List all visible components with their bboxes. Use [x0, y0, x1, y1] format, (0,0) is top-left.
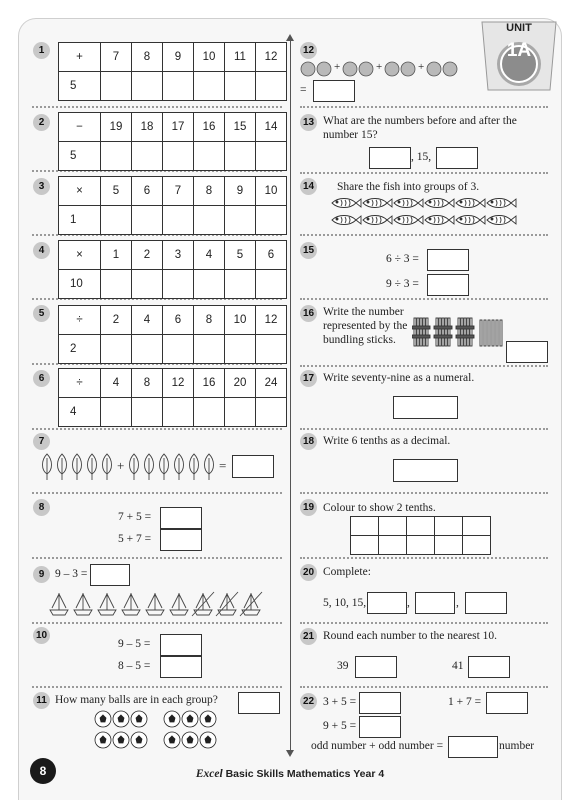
answer-cell[interactable]: [194, 335, 225, 364]
q22-tail: number: [499, 740, 535, 752]
answer-cell[interactable]: [194, 206, 225, 235]
plus-sign: +: [117, 458, 125, 473]
question-number: 13: [300, 114, 317, 131]
boat-row-icon: [48, 590, 268, 618]
answer-cell[interactable]: [194, 398, 225, 427]
answer-cell[interactable]: [256, 142, 287, 171]
q22-answer-box-2[interactable]: [486, 692, 528, 714]
q20-answer-box-2[interactable]: [415, 592, 455, 614]
q4-header: 3: [163, 241, 194, 270]
q22-equation-4: odd number + odd number =: [311, 740, 444, 752]
answer-cell[interactable]: [256, 398, 287, 427]
equals-sign: =: [219, 458, 227, 473]
q1-row-value: 5: [59, 72, 101, 101]
answer-cell[interactable]: [132, 398, 163, 427]
question-number: 8: [33, 499, 50, 516]
q22-equation-3: 9 + 5 =: [323, 720, 357, 732]
q21-answer-box-a[interactable]: [355, 656, 397, 678]
footer-title: [0, 768, 580, 780]
question-number: 12: [300, 42, 317, 59]
tree-group-6-icon: [127, 450, 217, 482]
q21-number-b: 41: [452, 660, 464, 672]
q21-answer-box-b[interactable]: [468, 656, 510, 678]
q22-answer-box-4[interactable]: [448, 736, 498, 758]
question-number: 16: [300, 305, 317, 322]
tenths-colour-grid: [350, 516, 491, 555]
q1-header: 7: [101, 43, 132, 72]
q16-answer-box[interactable]: [506, 341, 548, 363]
q13-answer-box-before[interactable]: [369, 147, 411, 169]
q5-operator: ÷: [59, 306, 101, 335]
answer-cell[interactable]: [132, 206, 163, 235]
answer-cell[interactable]: [194, 270, 225, 299]
question-number: 17: [300, 370, 317, 387]
answer-cell[interactable]: [101, 72, 132, 101]
q1-header: 11: [225, 43, 256, 72]
q19-question: Colour to show 2 tenths.: [323, 502, 436, 514]
q13-middle-number: , 15,: [411, 151, 432, 163]
answer-cell[interactable]: [132, 270, 163, 299]
answer-cell[interactable]: [256, 335, 287, 364]
bundling-sticks-icon: [412, 316, 504, 348]
question-number: 22: [300, 693, 317, 710]
colour-cell[interactable]: [463, 517, 491, 536]
q15-equation-2: 9 ÷ 3 =: [386, 278, 419, 290]
answer-cell[interactable]: [132, 142, 163, 171]
answer-cell[interactable]: [225, 72, 256, 101]
footer-brand: Excel: [195, 768, 223, 780]
q16-line-3: bundling sticks.: [323, 334, 396, 346]
q2-header: 14: [256, 113, 287, 142]
separator: [32, 557, 282, 559]
divider-arrow-down: [286, 750, 294, 757]
soccer-balls-icon: [94, 710, 224, 752]
answer-cell[interactable]: [101, 335, 132, 364]
answer-cell[interactable]: [256, 206, 287, 235]
q2-row-value: 5: [59, 142, 101, 171]
q5-header: 6: [163, 306, 194, 335]
separator: [300, 298, 548, 300]
q20-answer-box-3[interactable]: [465, 592, 507, 614]
answer-cell[interactable]: [132, 335, 163, 364]
answer-cell[interactable]: [101, 142, 132, 171]
answer-cell[interactable]: [225, 206, 256, 235]
question-number: 18: [300, 433, 317, 450]
q8-answer-box-2[interactable]: [160, 529, 202, 551]
q6-header: 20: [225, 369, 256, 398]
answer-cell[interactable]: [163, 206, 194, 235]
q10-equation-1: 9 – 5 =: [118, 638, 151, 650]
comma: ,: [456, 597, 459, 609]
q5-header: 10: [225, 306, 256, 335]
colour-cell[interactable]: [351, 517, 379, 536]
colour-cell[interactable]: [435, 536, 463, 555]
footer-subtitle: Basic Skills Mathematics Year 4: [222, 768, 385, 780]
q3-header: 6: [132, 177, 163, 206]
q1-header: 10: [194, 43, 225, 72]
q5-header: 2: [101, 306, 132, 335]
question-number: 19: [300, 499, 317, 516]
q2-header: 19: [101, 113, 132, 142]
q6-header: 24: [256, 369, 287, 398]
q13-question-line-2: number 15?: [323, 129, 378, 141]
q9-equation: 9 – 3 =: [55, 568, 88, 580]
q17-question: Write seventy-nine as a numeral.: [323, 372, 475, 384]
colour-cell[interactable]: [435, 517, 463, 536]
separator: [32, 686, 282, 688]
separator: [300, 106, 548, 108]
answer-cell[interactable]: [225, 142, 256, 171]
separator: [32, 428, 282, 430]
separator: [32, 106, 282, 108]
colour-cell[interactable]: [407, 517, 435, 536]
answer-cell[interactable]: [101, 270, 132, 299]
q2-header: 17: [163, 113, 194, 142]
answer-cell[interactable]: [163, 398, 194, 427]
center-divider: [290, 40, 291, 752]
q13-question-line-1: What are the numbers before and after the: [323, 115, 517, 127]
q10-answer-box-1[interactable]: [160, 634, 202, 656]
q6-header: 12: [163, 369, 194, 398]
q5-table: [58, 305, 287, 364]
q3-header: 7: [163, 177, 194, 206]
q3-header: 5: [101, 177, 132, 206]
fish-icon-group: [330, 196, 520, 230]
q22-answer-box-1[interactable]: [359, 692, 401, 714]
colour-cell[interactable]: [351, 536, 379, 555]
question-number: 4: [33, 242, 50, 259]
plus-sign: +: [334, 61, 341, 73]
q21-question: Round each number to the nearest 10.: [323, 630, 498, 642]
separator: [300, 686, 548, 688]
answer-cell[interactable]: [132, 72, 163, 101]
q17-answer-box[interactable]: [393, 396, 458, 419]
counter-groups-icon: [298, 60, 468, 78]
question-number: 15: [300, 242, 317, 259]
separator: [32, 622, 282, 624]
plus-sign: +: [376, 61, 383, 73]
q4-header: 5: [225, 241, 256, 270]
q3-header: 9: [225, 177, 256, 206]
q12-answer-box[interactable]: [313, 80, 355, 102]
question-number: 21: [300, 628, 317, 645]
q5-header: 4: [132, 306, 163, 335]
q5-header: 8: [194, 306, 225, 335]
answer-cell[interactable]: [256, 270, 287, 299]
colour-cell[interactable]: [407, 536, 435, 555]
q10-answer-box-2[interactable]: [160, 656, 202, 678]
question-number: 5: [33, 305, 50, 322]
q1-header: 12: [256, 43, 287, 72]
q5-header: 12: [256, 306, 287, 335]
q7-answer-box[interactable]: [232, 455, 274, 478]
q20-sequence: 5, 10, 15,: [323, 597, 367, 609]
q6-header: 8: [132, 369, 163, 398]
q20-answer-box-1[interactable]: [367, 592, 407, 614]
q11-answer-box[interactable]: [238, 692, 280, 714]
q6-row-value: 4: [59, 398, 101, 427]
answer-cell[interactable]: [101, 206, 132, 235]
colour-cell[interactable]: [379, 517, 407, 536]
q22-answer-box-3[interactable]: [359, 716, 401, 738]
q2-header: 16: [194, 113, 225, 142]
q9-answer-box[interactable]: [90, 564, 130, 586]
question-number: 20: [300, 564, 317, 581]
question-number: 14: [300, 178, 317, 195]
answer-cell[interactable]: [163, 142, 194, 171]
question-number: 3: [33, 178, 50, 195]
separator: [32, 492, 282, 494]
q3-operator: ×: [59, 177, 101, 206]
separator: [300, 492, 548, 494]
q11-question: How many balls are in each group?: [55, 694, 218, 706]
answer-cell[interactable]: [163, 270, 194, 299]
question-number: 10: [33, 627, 50, 644]
separator: [300, 428, 548, 430]
q4-header: 2: [132, 241, 163, 270]
q4-header: 6: [256, 241, 287, 270]
colour-cell[interactable]: [379, 536, 407, 555]
q16-line-2: represented by the: [323, 320, 408, 332]
q4-header: 4: [194, 241, 225, 270]
q4-row-value: 10: [59, 270, 101, 299]
q4-header: 1: [101, 241, 132, 270]
separator: [300, 365, 548, 367]
separator: [300, 234, 548, 236]
question-number: 6: [33, 370, 50, 387]
q2-header: 18: [132, 113, 163, 142]
q21-number-a: 39: [337, 660, 349, 672]
answer-cell[interactable]: [225, 270, 256, 299]
plus-sign: +: [418, 61, 425, 73]
q22-equation-1: 3 + 5 =: [323, 696, 357, 708]
answer-cell[interactable]: [101, 398, 132, 427]
q5-row-value: 2: [59, 335, 101, 364]
separator: [300, 622, 548, 624]
q15-equation-1: 6 ÷ 3 =: [386, 253, 419, 265]
q8-answer-box-1[interactable]: [160, 507, 202, 529]
q6-table: [58, 368, 287, 427]
answer-cell[interactable]: [225, 398, 256, 427]
q10-equation-2: 8 – 5 =: [118, 660, 151, 672]
q15-answer-box-1[interactable]: [427, 249, 469, 271]
comma: ,: [407, 597, 410, 609]
q3-header: 8: [194, 177, 225, 206]
q6-operator: ÷: [59, 369, 101, 398]
answer-cell[interactable]: [194, 142, 225, 171]
q14-question: Share the fish into groups of 3.: [337, 181, 480, 193]
page-number: 8: [30, 758, 56, 784]
q6-header: 4: [101, 369, 132, 398]
unit-label: UNIT: [506, 22, 532, 34]
q3-row-value: 1: [59, 206, 101, 235]
q13-answer-box-after[interactable]: [436, 147, 478, 169]
q3-header: 10: [256, 177, 287, 206]
separator: [300, 172, 548, 174]
question-number: 9: [33, 566, 50, 583]
question-number: 1: [33, 42, 50, 59]
q3-table: [58, 176, 287, 235]
q8-equation-2: 5 + 7 =: [118, 533, 152, 545]
answer-cell[interactable]: [194, 72, 225, 101]
q1-table: [58, 42, 287, 101]
answer-cell[interactable]: [225, 335, 256, 364]
question-number: 11: [33, 692, 50, 709]
q22-equation-2: 1 + 7 =: [448, 696, 482, 708]
q8-equation-1: 7 + 5 =: [118, 511, 152, 523]
answer-cell[interactable]: [163, 335, 194, 364]
q16-line-1: Write the number: [323, 306, 404, 318]
separator: [300, 557, 548, 559]
answer-cell[interactable]: [256, 72, 287, 101]
divider-arrow-up: [286, 34, 294, 41]
q15-answer-box-2[interactable]: [427, 274, 469, 296]
tree-group-5-icon: [40, 450, 115, 482]
page-footer: [0, 758, 580, 800]
question-number: 2: [33, 114, 50, 131]
q1-operator: +: [59, 43, 101, 72]
q18-question: Write 6 tenths as a decimal.: [323, 435, 451, 447]
q20-question: Complete:: [323, 566, 371, 578]
q2-header: 15: [225, 113, 256, 142]
colour-cell[interactable]: [463, 536, 491, 555]
q6-header: 16: [194, 369, 225, 398]
q2-operator: −: [59, 113, 101, 142]
answer-cell[interactable]: [163, 72, 194, 101]
q4-operator: ×: [59, 241, 101, 270]
equals-sign: =: [300, 84, 307, 96]
q1-header: 8: [132, 43, 163, 72]
question-number: 7: [33, 433, 50, 450]
q18-answer-box[interactable]: [393, 459, 458, 482]
unit-code: 1A: [506, 40, 532, 61]
q1-header: 9: [163, 43, 194, 72]
q2-table: [58, 112, 287, 171]
q4-table: [58, 240, 287, 299]
